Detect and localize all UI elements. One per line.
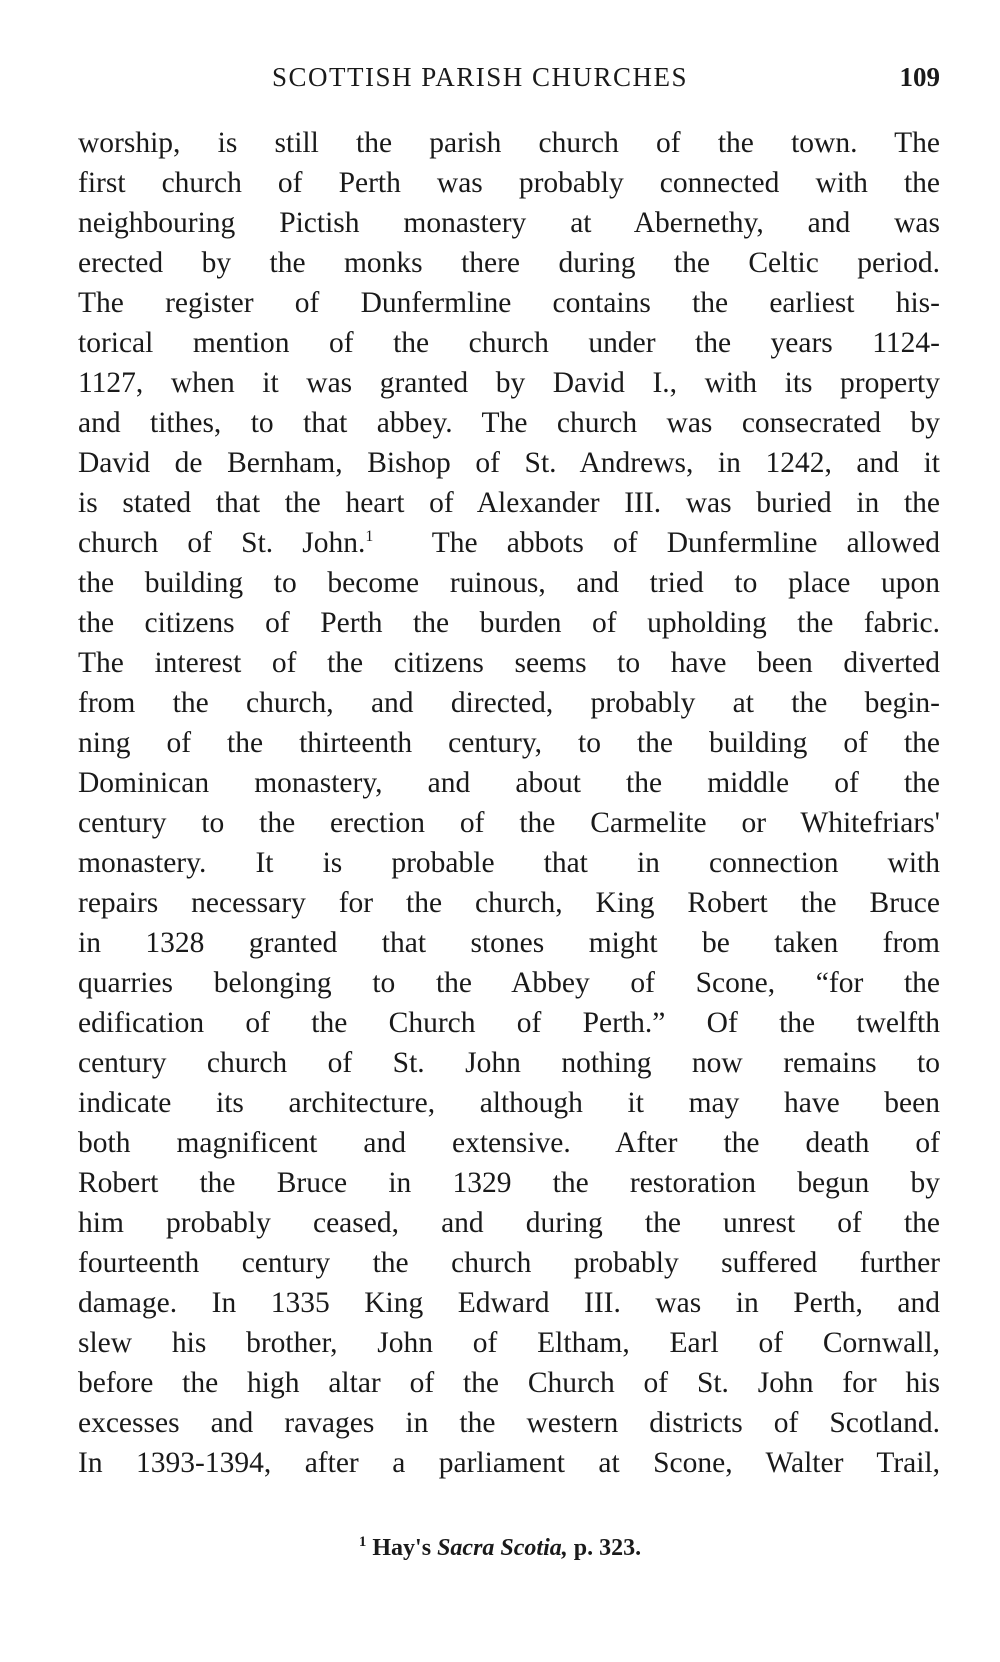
text-line: The register of Dunfermline contains the earliest his- — [78, 287, 940, 319]
text-line: torical mention of the church under the years 1124- — [78, 327, 940, 359]
text-line-with-footnote-ref — [78, 523, 940, 563]
text-line: worship, is still the parish church of the town. The — [78, 127, 940, 159]
text-line: slew his brother, John of Eltham, Earl of Cornwall, — [78, 1327, 940, 1359]
footnote — [0, 1535, 1000, 1562]
text-line: monastery. It is probable that in connection with — [78, 847, 940, 879]
text-line: both magnificent and extensive. After the death of — [78, 1127, 940, 1159]
text-line: is stated that the heart of Alexander III. was buried in the — [78, 487, 940, 519]
footnote-marker: 1 — [358, 1534, 367, 1550]
text-line: before the high altar of the Church of St. John for his — [78, 1367, 940, 1399]
text-line: Robert the Bruce in 1329 the restoration begun by — [78, 1167, 940, 1199]
text-line: excesses and ravages in the western districts of Scotland. — [78, 1407, 940, 1439]
text-line: In 1393-1394, after a parliament at Scone, Walter Trail, — [78, 1447, 940, 1479]
footnote-author: Hay's — [372, 1535, 432, 1561]
running-title: SCOTTISH PARISH CHURCHES — [271, 62, 689, 92]
text-line: David de Bernham, Bishop of St. Andrews, in 1242, and it — [78, 447, 940, 479]
text-line: indicate its architecture, although it may have been — [78, 1087, 940, 1119]
text-line: fourteenth century the church probably suffered further — [78, 1247, 940, 1279]
text-line: century to the erection of the Carmelite or Whitefriars' — [78, 807, 940, 839]
text-line: him probably ceased, and during the unrest of the — [78, 1207, 940, 1239]
text-line: first church of Perth was probably connected with the — [78, 167, 940, 199]
text-line: erected by the monks there during the Celtic period. — [78, 247, 940, 279]
footnote-title: Sacra Scotia, — [437, 1535, 568, 1561]
line-prefix: church of St. John. — [78, 527, 366, 559]
text-line: The interest of the citizens seems to have been diverted — [78, 647, 940, 679]
text-line: and tithes, to that abbey. The church was consecrated by — [78, 407, 940, 439]
text-line: edification of the Church of Perth.” Of the twelfth — [78, 1007, 940, 1039]
footnote-page-ref: p. 323. — [573, 1535, 642, 1561]
page-number: 109 — [899, 62, 940, 92]
footnote-reference: 1 — [365, 528, 374, 546]
text-line: ning of the thirteenth century, to the building of the — [78, 727, 940, 759]
text-line: the citizens of Perth the burden of upholding the fabric. — [78, 607, 940, 639]
text-line: damage. In 1335 King Edward III. was in Perth, and — [78, 1287, 940, 1319]
text-line: the building to become ruinous, and tried to place upon — [78, 567, 940, 599]
text-line: neighbouring Pictish monastery at Abernethy, and was — [78, 207, 940, 239]
text-line: quarries belonging to the Abbey of Scone, “for the — [78, 967, 940, 999]
text-line: 1127, when it was granted by David I., with its property — [78, 367, 940, 399]
text-line: in 1328 granted that stones might be taken from — [78, 927, 940, 959]
text-line: Dominican monastery, and about the middle of the — [78, 767, 940, 799]
text-line: repairs necessary for the church, King Robert the Bruce — [78, 887, 940, 919]
body-text — [78, 123, 940, 1483]
line-suffix: The abbots of Dunfermline allowed — [431, 527, 940, 559]
text-line: from the church, and directed, probably at the begin- — [78, 687, 940, 719]
running-head — [80, 62, 940, 102]
text-line: century church of St. John nothing now remains to — [78, 1047, 940, 1079]
